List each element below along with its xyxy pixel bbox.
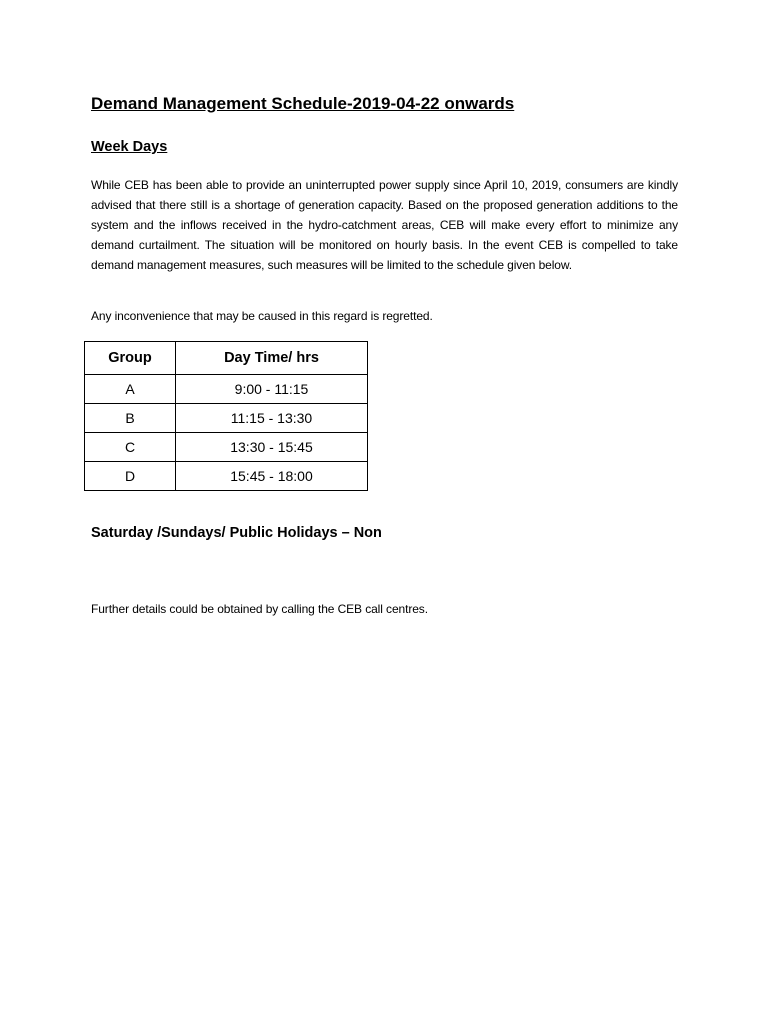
group-cell: A (85, 375, 176, 404)
group-cell: D (85, 462, 176, 491)
table-row (85, 375, 368, 404)
time-cell: 15:45 - 18:00 (176, 462, 368, 491)
schedule-table (84, 341, 368, 491)
footer-note: Further details could be obtained by calling the CEB call centres. (91, 602, 428, 616)
group-cell: B (85, 404, 176, 433)
time-cell: 9:00 - 11:15 (176, 375, 368, 404)
table-row (85, 462, 368, 491)
header-group: Group (85, 342, 176, 375)
document-title: Demand Management Schedule-2019-04-22 onwards (91, 94, 515, 113)
table-row (85, 404, 368, 433)
table-header-row (85, 342, 368, 375)
regret-note: Any inconvenience that may be caused in this regard is regretted. (91, 309, 433, 323)
table-row (85, 433, 368, 462)
group-cell: C (85, 433, 176, 462)
weekend-heading: Saturday /Sundays/ Public Holidays – Non (91, 525, 382, 541)
time-cell: 11:15 - 13:30 (176, 404, 368, 433)
header-day-time: Day Time/ hrs (176, 342, 368, 375)
notice-paragraph: While CEB has been able to provide an uninterrupted power supply since April 10, 2019, consumers are kindly advised that there still is a shortage of generation capacity. Based on the proposed generation additions to the system and the inflows received in the hydro-catchment areas, CEB will make every effort to minimize any demand curtailment. The situation will be monitored on hourly basis. In the event CEB is compelled to take demand management measures, such measures will be limited to the schedule given below. (91, 178, 678, 272)
time-cell: 13:30 - 15:45 (176, 433, 368, 462)
week-days-heading: Week Days (91, 139, 168, 155)
